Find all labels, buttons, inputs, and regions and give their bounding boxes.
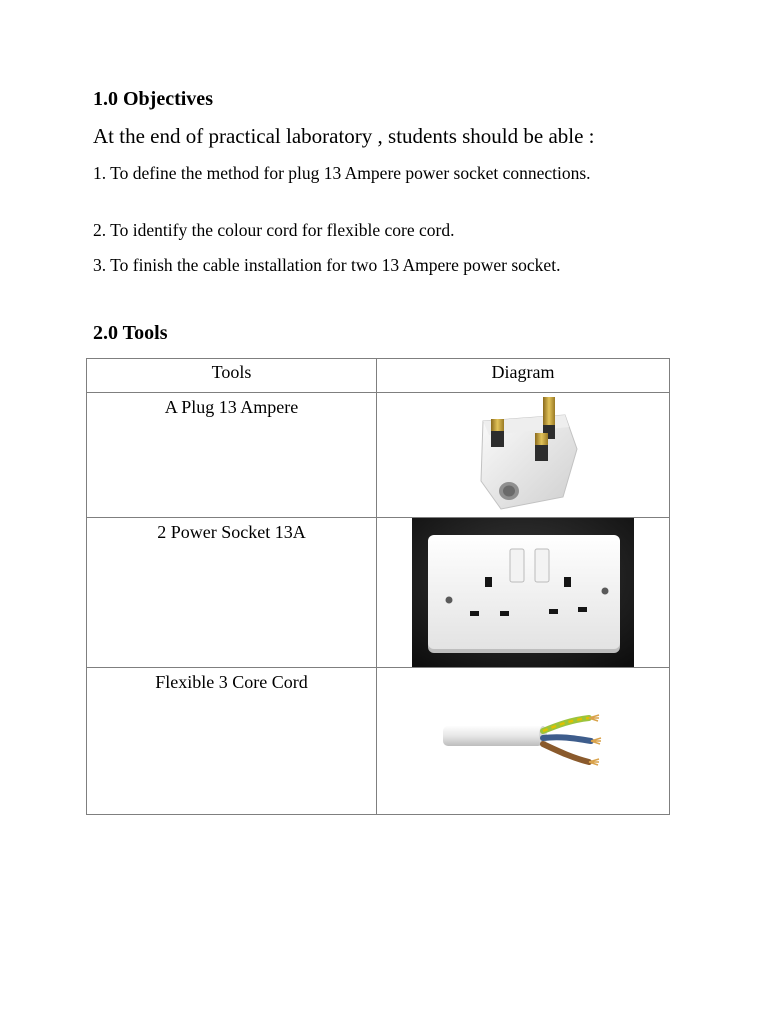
table-header-row — [87, 359, 670, 393]
objectives-intro: At the end of practical laboratory , students should be able : — [93, 124, 595, 148]
double-power-socket-icon — [412, 518, 634, 667]
column-header-diagram: Diagram — [377, 359, 670, 393]
diagram-cell — [377, 518, 670, 668]
three-core-cable-icon — [443, 668, 603, 813]
diagram-cell — [377, 668, 670, 815]
objectives-heading: 1.0 Objectives — [93, 88, 213, 110]
tools-heading: 2.0 Tools — [93, 322, 168, 344]
tool-name-cell — [87, 668, 377, 815]
diagram-cell — [377, 393, 670, 518]
tool-name-cell — [87, 393, 377, 518]
table-row — [87, 668, 670, 815]
objective-item-2: 2. To identify the colour cord for flexible core cord. — [93, 220, 455, 240]
objective-item-1: 1. To define the method for plug 13 Ampere power socket connections. — [93, 163, 591, 183]
table-row — [87, 393, 670, 518]
table-row — [87, 518, 670, 668]
objective-item-3: 3. To finish the cable installation for two 13 Ampere power socket. — [93, 255, 561, 275]
tool-name-cell — [87, 518, 377, 668]
tool-name: Flexible 3 Core Cord — [155, 672, 308, 692]
uk-plug-icon — [443, 393, 603, 515]
column-header-tools: Tools — [87, 359, 377, 393]
tool-name: A Plug 13 Ampere — [164, 397, 299, 417]
tool-name: 2 Power Socket 13A — [157, 522, 306, 542]
tools-table — [86, 358, 670, 815]
